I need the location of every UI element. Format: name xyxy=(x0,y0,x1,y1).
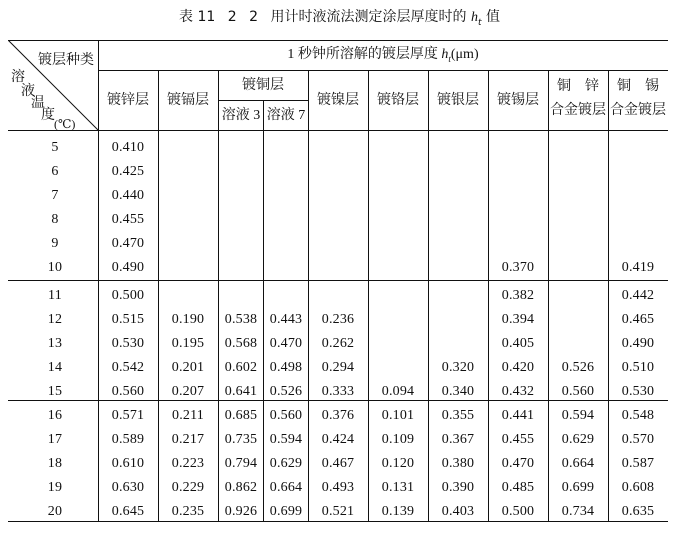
cell-zinc: 0.589 xyxy=(111,432,145,447)
cell-tin: 0.485 xyxy=(501,480,535,495)
cell-zinc: 0.560 xyxy=(111,384,145,399)
cell-copper-sol3: 0.862 xyxy=(224,480,258,495)
cell-nickel: 0.236 xyxy=(321,312,355,327)
cell-zinc: 0.490 xyxy=(111,260,145,275)
cell-silver: 0.355 xyxy=(441,408,475,423)
cell-tin: 0.382 xyxy=(501,288,535,303)
span-header xyxy=(287,47,478,67)
row-temperature: 7 xyxy=(51,188,59,203)
cell-tin: 0.470 xyxy=(501,456,535,471)
table-caption xyxy=(0,6,679,28)
cell-tin: 0.432 xyxy=(501,384,535,399)
header-span-divider xyxy=(98,70,668,71)
cell-cu-sn: 0.510 xyxy=(621,360,655,375)
cell-cadmium: 0.217 xyxy=(171,432,205,447)
col-header-silver: 镀银层 xyxy=(437,93,479,108)
cell-cadmium: 0.195 xyxy=(171,336,205,351)
cell-cadmium: 0.211 xyxy=(172,408,204,423)
cell-tin: 0.405 xyxy=(501,336,535,351)
cell-cadmium: 0.223 xyxy=(171,456,205,471)
cell-cu-sn: 0.419 xyxy=(621,260,655,275)
cell-silver: 0.390 xyxy=(441,480,475,495)
cell-copper-sol3: 0.794 xyxy=(224,456,258,471)
cell-cu-zn: 0.664 xyxy=(561,456,595,471)
cell-cu-sn: 0.635 xyxy=(621,504,655,519)
diagonal-header-left-3: 温 xyxy=(31,96,45,111)
col-border-8 xyxy=(548,70,549,521)
col-header-nickel: 镀镍层 xyxy=(317,93,359,108)
cell-cu-zn: 0.699 xyxy=(561,480,595,495)
col-header-cu-zn-line1: 铜 锌 xyxy=(557,79,599,94)
row-temperature: 10 xyxy=(47,260,63,275)
row-temperature: 11 xyxy=(48,288,62,303)
caption-variable: h xyxy=(470,10,478,25)
cell-copper-sol7: 0.594 xyxy=(269,432,303,447)
cell-chromium: 0.094 xyxy=(381,384,415,399)
cell-copper-sol7: 0.443 xyxy=(269,312,303,327)
cell-silver: 0.380 xyxy=(441,456,475,471)
cell-zinc: 0.645 xyxy=(111,504,145,519)
cell-tin: 0.420 xyxy=(501,360,535,375)
cell-cu-zn: 0.629 xyxy=(561,432,595,447)
cell-nickel: 0.376 xyxy=(321,408,355,423)
cell-cu-sn: 0.530 xyxy=(621,384,655,399)
cell-nickel: 0.521 xyxy=(321,504,355,519)
cell-zinc: 0.455 xyxy=(111,212,145,227)
diagonal-header-left-2: 液 xyxy=(21,84,35,99)
cell-tin: 0.441 xyxy=(501,408,535,423)
col-border-4 xyxy=(308,70,309,521)
cell-silver: 0.320 xyxy=(441,360,475,375)
cell-copper-sol3: 0.602 xyxy=(224,360,258,375)
col-border-9 xyxy=(608,70,609,521)
cell-tin: 0.500 xyxy=(501,504,535,519)
col-header-cadmium: 镀镉层 xyxy=(167,93,209,108)
cell-copper-sol3: 0.568 xyxy=(224,336,258,351)
col-header-chromium: 镀铬层 xyxy=(377,93,419,108)
row-temperature: 13 xyxy=(47,336,63,351)
diagonal-header-left-4: 度 xyxy=(41,108,55,123)
row-temperature: 16 xyxy=(47,408,63,423)
cell-copper-sol3: 0.735 xyxy=(224,432,258,447)
col-header-copper-group: 镀铜层 xyxy=(242,78,284,93)
cell-zinc: 0.610 xyxy=(111,456,145,471)
cell-zinc: 0.571 xyxy=(111,408,145,423)
cell-copper-sol7: 0.560 xyxy=(269,408,303,423)
cell-chromium: 0.131 xyxy=(381,480,415,495)
cell-copper-sol7: 0.629 xyxy=(269,456,303,471)
col-border-1 xyxy=(98,40,99,521)
caption-number-part-2: 2 xyxy=(227,9,237,25)
cell-silver: 0.340 xyxy=(441,384,475,399)
row-temperature: 18 xyxy=(47,456,63,471)
span-header-subscript: t xyxy=(448,53,451,64)
caption-tail: 值 xyxy=(485,9,500,25)
col-header-tin: 镀锡层 xyxy=(497,93,539,108)
cell-tin: 0.455 xyxy=(501,432,535,447)
span-header-variable: h xyxy=(441,47,449,62)
col-border-copper-split xyxy=(263,100,264,521)
cell-cu-zn: 0.560 xyxy=(561,384,595,399)
cell-nickel: 0.333 xyxy=(321,384,355,399)
col-border-7 xyxy=(488,70,489,521)
cell-silver: 0.367 xyxy=(441,432,475,447)
cell-zinc: 0.410 xyxy=(111,140,145,155)
diagonal-header-top: 镀层种类 xyxy=(38,53,94,68)
cell-zinc: 0.542 xyxy=(111,360,145,375)
cell-cu-sn: 0.608 xyxy=(621,480,655,495)
row-temperature: 20 xyxy=(47,504,63,519)
group-divider-2 xyxy=(8,400,668,401)
col-border-6 xyxy=(428,70,429,521)
cell-cu-zn: 0.526 xyxy=(561,360,595,375)
col-header-cu-sn-line1: 铜 锡 xyxy=(617,79,659,94)
caption-number-part-3: 2 xyxy=(249,9,259,25)
cell-copper-sol3: 0.538 xyxy=(224,312,258,327)
span-header-title: 1 秒钟所溶解的镀层厚度 xyxy=(287,47,438,62)
cell-chromium: 0.139 xyxy=(381,504,415,519)
cell-chromium: 0.120 xyxy=(381,456,415,471)
row-temperature: 19 xyxy=(47,480,63,495)
group-divider-1 xyxy=(8,280,668,281)
row-temperature: 12 xyxy=(47,312,63,327)
cell-zinc: 0.470 xyxy=(111,236,145,251)
cell-cadmium: 0.229 xyxy=(171,480,205,495)
span-header-unit: (μm) xyxy=(450,47,479,62)
diagonal-header-left-unit: (℃) xyxy=(54,117,76,131)
cell-zinc: 0.500 xyxy=(111,288,145,303)
cell-tin: 0.370 xyxy=(501,260,535,275)
row-temperature: 5 xyxy=(51,140,59,155)
row-temperature: 9 xyxy=(51,236,59,251)
cell-copper-sol3: 0.685 xyxy=(224,408,258,423)
cell-nickel: 0.294 xyxy=(321,360,355,375)
cell-cu-sn: 0.570 xyxy=(621,432,655,447)
cell-cu-sn: 0.490 xyxy=(621,336,655,351)
cell-zinc: 0.515 xyxy=(111,312,145,327)
cell-cadmium: 0.201 xyxy=(171,360,205,375)
col-header-copper-solution-7: 溶液 7 xyxy=(266,108,306,123)
table-top-rule xyxy=(8,40,668,41)
cell-copper-sol7: 0.699 xyxy=(269,504,303,519)
col-border-5 xyxy=(368,70,369,521)
cell-zinc: 0.630 xyxy=(111,480,145,495)
caption-table-number: 表 11 xyxy=(179,9,216,25)
header-bottom-rule xyxy=(8,130,668,131)
row-temperature: 14 xyxy=(47,360,63,375)
cell-copper-sol3: 0.926 xyxy=(224,504,258,519)
cell-cu-sn: 0.442 xyxy=(621,288,655,303)
row-temperature: 15 xyxy=(47,384,63,399)
cell-cadmium: 0.207 xyxy=(171,384,205,399)
caption-variable-subscript: t xyxy=(477,17,482,28)
cell-zinc: 0.530 xyxy=(111,336,145,351)
cell-cadmium: 0.235 xyxy=(171,504,205,519)
row-temperature: 6 xyxy=(51,164,59,179)
col-header-zinc: 镀锌层 xyxy=(107,93,149,108)
cell-copper-sol7: 0.664 xyxy=(269,480,303,495)
cell-chromium: 0.109 xyxy=(381,432,415,447)
cell-cu-zn: 0.594 xyxy=(561,408,595,423)
col-header-cu-zn-line2: 合金镀层 xyxy=(550,103,606,118)
row-temperature: 17 xyxy=(47,432,63,447)
table-bottom-rule xyxy=(8,521,668,522)
cell-zinc: 0.440 xyxy=(111,188,145,203)
cell-nickel: 0.424 xyxy=(321,432,355,447)
cell-copper-sol7: 0.470 xyxy=(269,336,303,351)
col-header-cu-sn-line2: 合金镀层 xyxy=(610,103,666,118)
cell-cadmium: 0.190 xyxy=(171,312,205,327)
cell-nickel: 0.493 xyxy=(321,480,355,495)
cell-cu-zn: 0.734 xyxy=(561,504,595,519)
diagonal-header-left-1: 溶 xyxy=(11,70,25,85)
cell-chromium: 0.101 xyxy=(381,408,415,423)
cell-silver: 0.403 xyxy=(441,504,475,519)
cell-copper-sol7: 0.498 xyxy=(269,360,303,375)
row-temperature: 8 xyxy=(51,212,59,227)
col-border-3 xyxy=(218,70,219,521)
col-header-copper-solution-3: 溶液 3 xyxy=(221,108,261,123)
cell-zinc: 0.425 xyxy=(111,164,145,179)
cell-cu-sn: 0.587 xyxy=(621,456,655,471)
cell-nickel: 0.467 xyxy=(321,456,355,471)
cell-cu-sn: 0.548 xyxy=(621,408,655,423)
cell-copper-sol3: 0.641 xyxy=(224,384,258,399)
cell-copper-sol7: 0.526 xyxy=(269,384,303,399)
col-border-2 xyxy=(158,70,159,521)
caption-title: 用计时液流法测定涂层厚度时的 xyxy=(270,9,467,25)
cell-tin: 0.394 xyxy=(501,312,535,327)
cell-cu-sn: 0.465 xyxy=(621,312,655,327)
cell-nickel: 0.262 xyxy=(321,336,355,351)
